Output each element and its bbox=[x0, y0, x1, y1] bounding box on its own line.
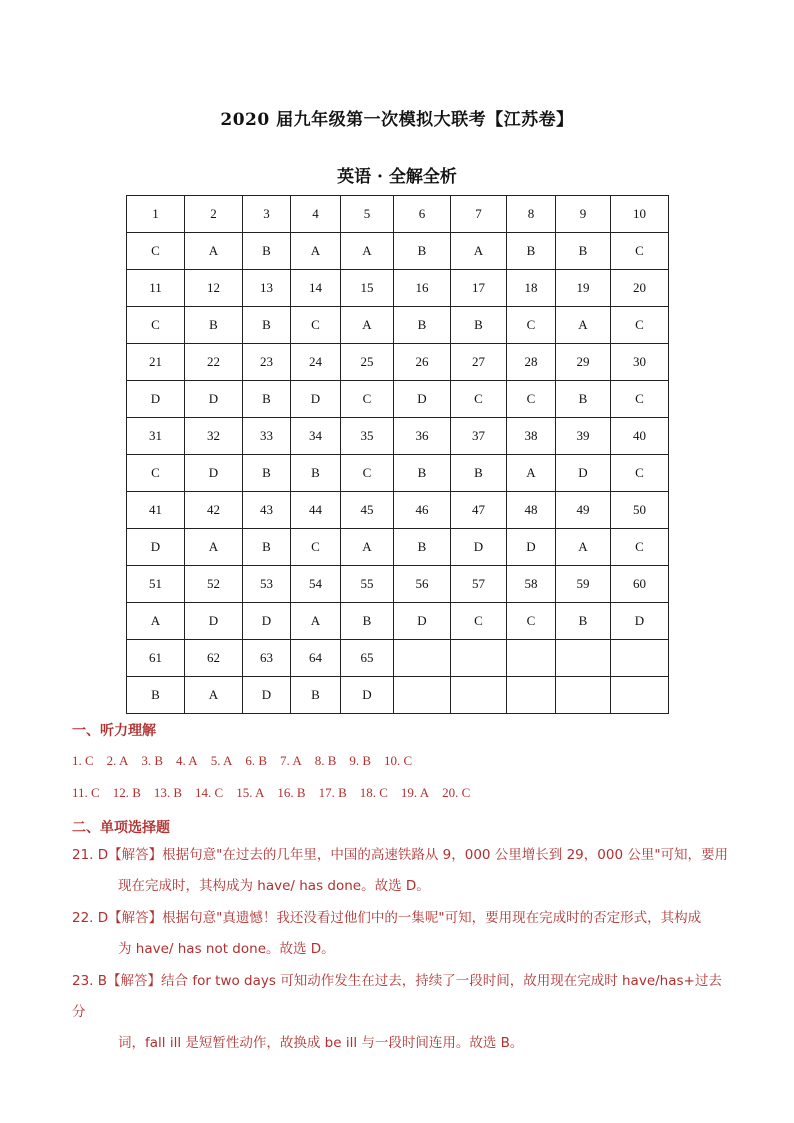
question-number-row bbox=[127, 640, 669, 677]
answer-cell: A bbox=[341, 529, 394, 566]
answer-cell: A bbox=[291, 603, 341, 640]
question-number-cell: 43 bbox=[243, 492, 291, 529]
answer-cell: B bbox=[243, 455, 291, 492]
answer-cell: B bbox=[127, 677, 185, 714]
question-number-cell: 64 bbox=[291, 640, 341, 677]
question-number-cell: 31 bbox=[127, 418, 185, 455]
answer-row bbox=[127, 455, 669, 492]
question-number-cell: 12 bbox=[185, 270, 243, 307]
answer-cell: B bbox=[185, 307, 243, 344]
answer-cell: A bbox=[185, 529, 243, 566]
question-number-cell: 45 bbox=[341, 492, 394, 529]
answer-cell: B bbox=[394, 307, 451, 344]
page-title: 2020 届九年级第一次模拟大联考【江苏卷】 bbox=[220, 110, 574, 130]
listening-answers-line-2 bbox=[72, 785, 483, 801]
question-number-cell: 57 bbox=[451, 566, 507, 603]
question-number-cell: 4 bbox=[291, 196, 341, 233]
question-number-cell: 3 bbox=[243, 196, 291, 233]
question-number-cell: 22 bbox=[185, 344, 243, 381]
answer-cell: B bbox=[556, 233, 611, 270]
explanation-text-cont: 现在完成时，其构成为 have/ has done。故选 D。 bbox=[118, 878, 430, 894]
answer-cell: A bbox=[556, 529, 611, 566]
answer-cell: C bbox=[291, 307, 341, 344]
question-number-cell: 14 bbox=[291, 270, 341, 307]
answer-row bbox=[127, 529, 669, 566]
section-heading-listening: 一、听力理解 bbox=[72, 723, 156, 739]
answer-cell: C bbox=[341, 455, 394, 492]
question-number-cell: 65 bbox=[341, 640, 394, 677]
question-number-cell: 19 bbox=[556, 270, 611, 307]
question-number-cell: 47 bbox=[451, 492, 507, 529]
question-number-cell: 36 bbox=[394, 418, 451, 455]
question-number-cell: 61 bbox=[127, 640, 185, 677]
question-number-cell: 63 bbox=[243, 640, 291, 677]
question-number-cell: 53 bbox=[243, 566, 291, 603]
listening-answer: 12. B bbox=[112, 785, 141, 800]
listening-answer: 11. C bbox=[72, 785, 100, 800]
answer-cell: B bbox=[451, 307, 507, 344]
answer-cell: B bbox=[243, 307, 291, 344]
question-number-cell: 37 bbox=[451, 418, 507, 455]
question-number-cell: 33 bbox=[243, 418, 291, 455]
answer-cell: A bbox=[291, 233, 341, 270]
explanation-text-cont: 为 have/ has not done。故选 D。 bbox=[118, 941, 335, 957]
listening-answer: 10. C bbox=[384, 753, 413, 768]
answer-cell bbox=[394, 677, 451, 714]
answer-cell: C bbox=[127, 455, 185, 492]
explanation-text-cont: 词，fall ill 是短暂性动作，故换成 be ill 与一段时间连用。故选 B。 bbox=[118, 1035, 524, 1051]
question-number-cell: 8 bbox=[507, 196, 556, 233]
listening-answer: 9. B bbox=[349, 753, 372, 768]
answer-cell: D bbox=[507, 529, 556, 566]
section-heading-single-choice: 二、单项选择题 bbox=[72, 820, 170, 836]
question-number-cell: 58 bbox=[507, 566, 556, 603]
question-number-cell: 59 bbox=[556, 566, 611, 603]
listening-answer: 17. B bbox=[318, 785, 347, 800]
question-number-cell: 48 bbox=[507, 492, 556, 529]
answer-cell: D bbox=[341, 677, 394, 714]
answer-cell: B bbox=[556, 381, 611, 418]
question-number-cell: 15 bbox=[341, 270, 394, 307]
answer-row bbox=[127, 307, 669, 344]
answer-cell: B bbox=[394, 529, 451, 566]
question-number-cell: 6 bbox=[394, 196, 451, 233]
answer-cell: A bbox=[185, 677, 243, 714]
question-number-cell: 54 bbox=[291, 566, 341, 603]
answer-row bbox=[127, 677, 669, 714]
answer-cell: A bbox=[127, 603, 185, 640]
answer-cell: C bbox=[127, 233, 185, 270]
explanation-item bbox=[72, 903, 732, 965]
listening-answer: 7. A bbox=[280, 753, 302, 768]
question-number-row bbox=[127, 344, 669, 381]
question-number-cell bbox=[556, 640, 611, 677]
listening-answer: 4. A bbox=[176, 753, 198, 768]
answer-cell: C bbox=[451, 603, 507, 640]
question-number-cell: 56 bbox=[394, 566, 451, 603]
answer-cell: C bbox=[611, 307, 669, 344]
answer-cell: C bbox=[507, 307, 556, 344]
question-number-cell: 21 bbox=[127, 344, 185, 381]
question-number-cell: 25 bbox=[341, 344, 394, 381]
question-number-cell: 32 bbox=[185, 418, 243, 455]
answer-cell: A bbox=[341, 307, 394, 344]
answer-cell: C bbox=[611, 233, 669, 270]
question-number-row bbox=[127, 270, 669, 307]
listening-answer: 1. C bbox=[72, 753, 94, 768]
answer-cell: D bbox=[185, 381, 243, 418]
question-number-row bbox=[127, 418, 669, 455]
listening-answer: 2. A bbox=[106, 753, 129, 768]
answer-cell: B bbox=[243, 233, 291, 270]
listening-answer: 15. A bbox=[236, 785, 265, 800]
answer-cell: B bbox=[291, 455, 341, 492]
question-number-row bbox=[127, 196, 669, 233]
answer-table bbox=[126, 195, 669, 714]
question-number-cell: 39 bbox=[556, 418, 611, 455]
question-number-cell: 29 bbox=[556, 344, 611, 381]
question-number-cell: 28 bbox=[507, 344, 556, 381]
answer-cell: B bbox=[394, 455, 451, 492]
answer-row bbox=[127, 603, 669, 640]
question-number-cell: 18 bbox=[507, 270, 556, 307]
answer-cell: C bbox=[291, 529, 341, 566]
answer-cell: C bbox=[127, 307, 185, 344]
question-number-cell: 62 bbox=[185, 640, 243, 677]
answer-cell: A bbox=[341, 233, 394, 270]
question-number-cell bbox=[611, 640, 669, 677]
answer-cell: D bbox=[291, 381, 341, 418]
explanation-text: 21. D【解答】根据句意"在过去的几年里，中国的高速铁路从 9，000 公里增长到 29，000 公里"可知，要用 bbox=[72, 847, 729, 863]
question-number-row bbox=[127, 566, 669, 603]
listening-answer: 20. C bbox=[442, 785, 471, 800]
answer-cell: C bbox=[611, 455, 669, 492]
answer-cell: A bbox=[556, 307, 611, 344]
answer-row bbox=[127, 381, 669, 418]
question-number-cell: 51 bbox=[127, 566, 185, 603]
question-number-cell: 40 bbox=[611, 418, 669, 455]
answer-cell: B bbox=[556, 603, 611, 640]
answer-cell: A bbox=[451, 233, 507, 270]
page-subtitle: 英语 · 全解全析 bbox=[337, 167, 457, 187]
question-number-row bbox=[127, 492, 669, 529]
answer-cell: C bbox=[611, 529, 669, 566]
listening-answer: 6. B bbox=[245, 753, 268, 768]
answer-cell: D bbox=[127, 529, 185, 566]
question-number-cell: 20 bbox=[611, 270, 669, 307]
listening-answer: 8. B bbox=[314, 753, 337, 768]
question-number-cell: 46 bbox=[394, 492, 451, 529]
question-number-cell: 50 bbox=[611, 492, 669, 529]
answer-cell: C bbox=[451, 381, 507, 418]
answer-cell: D bbox=[185, 455, 243, 492]
answer-cell: B bbox=[451, 455, 507, 492]
answer-cell: A bbox=[185, 233, 243, 270]
question-number-cell: 7 bbox=[451, 196, 507, 233]
question-number-cell: 9 bbox=[556, 196, 611, 233]
answer-cell: C bbox=[507, 381, 556, 418]
question-number-cell: 35 bbox=[341, 418, 394, 455]
answer-cell: B bbox=[243, 529, 291, 566]
listening-answer: 3. B bbox=[141, 753, 164, 768]
answer-cell: D bbox=[394, 381, 451, 418]
question-number-cell: 5 bbox=[341, 196, 394, 233]
question-number-cell bbox=[507, 640, 556, 677]
explanation-text: 22. D【解答】根据句意"真遗憾！我还没看过他们中的一集呢"可知，要用现在完成时的否定形式，其构成 bbox=[72, 910, 702, 926]
listening-answer: 13. B bbox=[153, 785, 183, 800]
answer-cell: D bbox=[556, 455, 611, 492]
question-number-cell bbox=[451, 640, 507, 677]
question-number-cell: 34 bbox=[291, 418, 341, 455]
question-number-cell: 42 bbox=[185, 492, 243, 529]
question-number-cell: 16 bbox=[394, 270, 451, 307]
question-number-cell: 44 bbox=[291, 492, 341, 529]
answer-cell: A bbox=[507, 455, 556, 492]
question-number-cell: 55 bbox=[341, 566, 394, 603]
question-number-cell: 11 bbox=[127, 270, 185, 307]
question-number-cell: 1 bbox=[127, 196, 185, 233]
listening-answers-line-1 bbox=[72, 753, 425, 769]
question-number-cell: 24 bbox=[291, 344, 341, 381]
question-number-cell: 60 bbox=[611, 566, 669, 603]
question-number-cell: 10 bbox=[611, 196, 669, 233]
question-number-cell: 38 bbox=[507, 418, 556, 455]
answer-cell: B bbox=[291, 677, 341, 714]
listening-answer: 19. A bbox=[400, 785, 430, 800]
answer-cell: D bbox=[185, 603, 243, 640]
question-number-cell: 52 bbox=[185, 566, 243, 603]
answer-cell: C bbox=[341, 381, 394, 418]
explanation-item bbox=[72, 840, 732, 902]
answer-cell bbox=[611, 677, 669, 714]
question-number-cell: 2 bbox=[185, 196, 243, 233]
answer-cell: D bbox=[127, 381, 185, 418]
question-number-cell: 27 bbox=[451, 344, 507, 381]
answer-cell: D bbox=[243, 603, 291, 640]
listening-answer: 14. C bbox=[195, 785, 224, 800]
question-number-cell: 26 bbox=[394, 344, 451, 381]
answer-cell: B bbox=[507, 233, 556, 270]
answer-cell: D bbox=[394, 603, 451, 640]
explanation-item bbox=[72, 966, 732, 1059]
answer-cell bbox=[507, 677, 556, 714]
listening-answer: 16. B bbox=[277, 785, 306, 800]
answer-row bbox=[127, 233, 669, 270]
answer-cell: B bbox=[341, 603, 394, 640]
answer-cell bbox=[451, 677, 507, 714]
answer-cell: D bbox=[611, 603, 669, 640]
question-number-cell: 23 bbox=[243, 344, 291, 381]
answer-cell bbox=[556, 677, 611, 714]
answer-cell: C bbox=[611, 381, 669, 418]
question-number-cell: 17 bbox=[451, 270, 507, 307]
explanation-text: 23. B【解答】结合 for two days 可知动作发生在过去，持续了一段时间，故用现在完成时 have/has+过去分 bbox=[72, 973, 722, 1020]
listening-answer: 5. A bbox=[210, 753, 233, 768]
question-number-cell bbox=[394, 640, 451, 677]
question-number-cell: 30 bbox=[611, 344, 669, 381]
question-number-cell: 13 bbox=[243, 270, 291, 307]
answer-cell: B bbox=[394, 233, 451, 270]
answer-cell: D bbox=[243, 677, 291, 714]
question-number-cell: 49 bbox=[556, 492, 611, 529]
answer-cell: B bbox=[243, 381, 291, 418]
question-number-cell: 41 bbox=[127, 492, 185, 529]
listening-answer: 18. C bbox=[359, 785, 388, 800]
answer-cell: D bbox=[451, 529, 507, 566]
answer-cell: C bbox=[507, 603, 556, 640]
